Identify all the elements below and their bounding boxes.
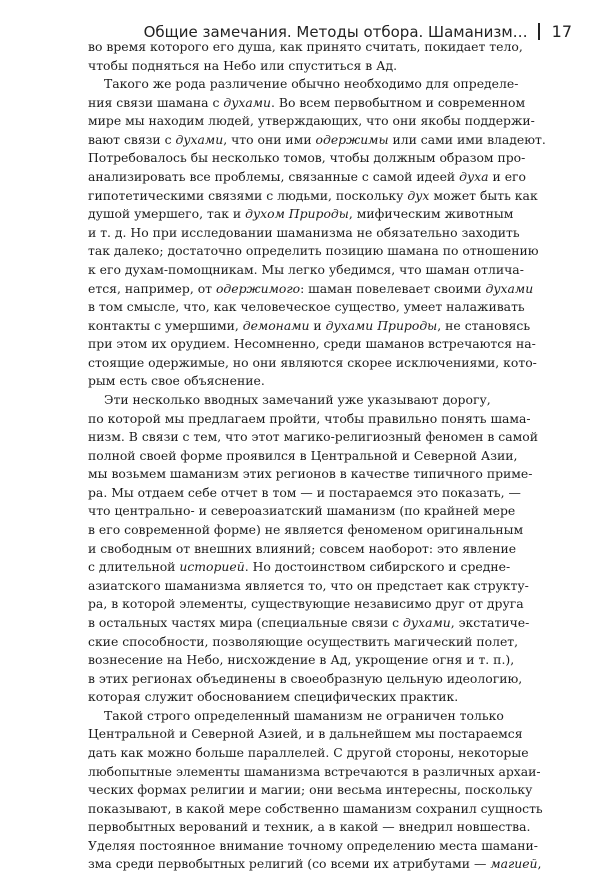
- text-run: в том смысле, что, как человеческое существо, умеет налаживать: [88, 299, 525, 315]
- text-run: вознесение на Небо, нисхождение в Ад, укрощение огня и т. п.),: [88, 652, 515, 668]
- text-run: Потребовалось бы несколько томов, чтобы должным образом про-: [88, 150, 526, 166]
- text-line: [88, 261, 524, 280]
- text-line: [88, 707, 504, 726]
- text-line: [88, 149, 526, 168]
- text-run: первобытных верований и техник, а в какой — внедрил новшества.: [88, 819, 531, 835]
- text-run: зма среди первобытных религий (со всеми их атрибутами —: [88, 856, 491, 872]
- text-line: [88, 354, 537, 373]
- text-line: [88, 317, 531, 336]
- text-run: азиатского шаманизма является то, что он предстает как структу-: [88, 577, 529, 593]
- text-run: или сами ими владеют.: [388, 131, 546, 147]
- text-run: к его духам-помощникам. Мы легко убедимся, что шаман отлича-: [88, 261, 524, 277]
- text-run: : шаман повелевает своими: [300, 280, 486, 296]
- text-line: [88, 298, 525, 317]
- text-run: , экстатиче-: [450, 614, 530, 630]
- text-run: с длительной: [88, 559, 180, 575]
- text-run: Центральной и Северной Азией, и в дальнейшем мы постараемся: [88, 726, 523, 742]
- text-run: по которой мы предлагаем пройти, чтобы правильно понять шама-: [88, 410, 531, 426]
- italic-term: одержимого: [215, 280, 301, 296]
- text-run: может быть как: [429, 187, 538, 203]
- text-run: анализировать все проблемы, связанные с самой идеей: [88, 169, 460, 185]
- text-run: контакты с умершими,: [88, 317, 243, 333]
- text-run: ра, в которой элементы, существующие независимо друг от друга: [88, 596, 524, 612]
- italic-term: одержимы: [315, 131, 389, 147]
- text-run: Такой строго определенный шаманизм не ограничен только: [104, 707, 504, 723]
- text-run: ется, например, от: [88, 280, 216, 296]
- text-line: [88, 372, 490, 391]
- text-line: [88, 614, 530, 633]
- text-line: [88, 335, 536, 354]
- text-line: [88, 131, 546, 150]
- text-line: [88, 94, 526, 113]
- text-line: [88, 242, 539, 261]
- body-text: [88, 38, 546, 874]
- text-run: мы возьмем шаманизм этих регионов в качестве типичного приме-: [88, 466, 533, 482]
- text-line: [88, 744, 529, 763]
- text-run: ра. Мы отдаем себе отчет в том — и постараемся это показать, —: [88, 484, 521, 500]
- text-run: при этом их орудием. Несомненно, среди шаманов встречаются на-: [88, 336, 536, 352]
- text-run: в этих регионах объединены в своеобразную цельную идеологию,: [88, 670, 523, 686]
- text-line: [88, 781, 533, 800]
- text-run: , что они ими: [223, 131, 316, 147]
- text-run: и: [309, 317, 326, 333]
- text-run: которая служит обоснованием специфических практик.: [88, 689, 459, 705]
- text-run: и его: [488, 169, 526, 185]
- page-number: 17: [551, 22, 572, 41]
- text-line: [88, 763, 541, 782]
- italic-term: духами: [485, 280, 534, 296]
- running-title: Общие замечания. Методы отбора. Шаманизм…: [143, 22, 528, 41]
- text-line: [88, 484, 521, 503]
- italic-term: духами: [175, 131, 224, 147]
- italic-term: духами: [223, 94, 272, 110]
- italic-term: демонами: [242, 317, 310, 333]
- text-line: [88, 187, 538, 206]
- text-run: мире мы находим людей, утверждающих, что они якобы поддержи-: [88, 113, 535, 129]
- text-run: так далеко; достаточно определить позицию шамана по отношению: [88, 243, 539, 259]
- text-run: что центрально- и североазиатский шаманизм (по крайней мере: [88, 503, 516, 519]
- text-line: [88, 502, 516, 521]
- text-line: [88, 447, 518, 466]
- text-run: , не становясь: [437, 317, 531, 333]
- text-line: [88, 57, 490, 76]
- text-line: [88, 205, 514, 224]
- text-line: [88, 38, 523, 57]
- text-run: . Но достоинством сибирского и средне-: [244, 559, 511, 575]
- text-run: и т. д. Но при исследовании шаманизма не обязательно заходить: [88, 224, 520, 240]
- text-run: и свободным от внешних влияний; совсем наоборот: это явление: [88, 540, 517, 556]
- text-line: [88, 521, 524, 540]
- header-divider: [538, 23, 540, 40]
- text-line: [88, 800, 543, 819]
- text-run: Уделяя постоянное внимание точному определению места шамани-: [88, 837, 538, 853]
- text-run: низм. В связи с тем, что этот магико-религиозный феномен в самой: [88, 429, 538, 445]
- text-line: [88, 112, 535, 131]
- text-run: стоящие одержимые, но они являются скорее исключениями, кото-: [88, 354, 537, 370]
- text-run: чтобы подняться на Небо или спуститься в Ад.: [88, 57, 398, 73]
- text-line: [88, 224, 520, 243]
- text-line: [88, 651, 515, 670]
- text-run: вают связи с: [88, 131, 176, 147]
- italic-term: духами Природы: [325, 317, 438, 333]
- text-run: в остальных частях мира (специальные связи с: [88, 614, 404, 630]
- text-line: [88, 410, 531, 429]
- text-run: любопытные элементы шаманизма встречаются в различных архаи-: [88, 763, 541, 779]
- text-run: Эти несколько вводных замечаний уже указывают дорогу,: [104, 391, 491, 407]
- text-run: во время которого его душа, как принято считать, покидает тело,: [88, 39, 523, 54]
- text-line: [88, 428, 538, 447]
- text-line: [88, 855, 542, 874]
- text-run: душой умершего, так и: [88, 206, 246, 222]
- text-line: [88, 837, 538, 856]
- italic-term: магией: [490, 856, 538, 872]
- text-line: [88, 280, 534, 299]
- text-run: в его современной форме) не является феноменом оригинальным: [88, 522, 524, 538]
- text-run: дать как можно больше параллелей. С другой стороны, некоторые: [88, 744, 529, 760]
- text-line: [88, 595, 524, 614]
- text-run: ские способности, позволяющие осуществить магический полет,: [88, 633, 519, 649]
- italic-term: духами: [403, 614, 451, 630]
- text-line: [88, 168, 526, 187]
- italic-term: духом Природы: [245, 206, 349, 222]
- text-run: . Во всем первобытном и современном: [271, 94, 526, 110]
- italic-term: историей: [179, 559, 245, 575]
- text-line: [88, 75, 519, 94]
- text-line: [88, 540, 517, 559]
- text-run: рым есть свое объяснение.: [88, 373, 265, 389]
- text-line: [88, 688, 490, 707]
- text-line: [88, 818, 531, 837]
- text-run: , мифическим животным: [348, 206, 514, 222]
- text-line: [88, 465, 533, 484]
- text-run: ,: [537, 856, 542, 872]
- text-run: полной своей форме проявился в Центральной и Северной Азии,: [88, 447, 518, 463]
- text-line: [88, 558, 511, 577]
- text-run: ческих формах религии и магии; они весьма интересны, поскольку: [88, 782, 533, 798]
- text-line: [88, 725, 523, 744]
- italic-term: духа: [459, 169, 489, 185]
- text-line: [88, 577, 529, 596]
- text-run: показывают, в какой мере собственно шаманизм сохранил сущность: [88, 800, 543, 816]
- text-line: [88, 670, 523, 689]
- text-line: [88, 391, 490, 410]
- text-run: гипотетическими связями с людьми, поскольку: [88, 187, 408, 203]
- text-line: [88, 633, 519, 652]
- italic-term: дух: [407, 187, 430, 203]
- text-run: ния связи шамана с: [88, 94, 224, 110]
- text-run: Такого же рода различение обычно необходимо для определе-: [104, 76, 519, 92]
